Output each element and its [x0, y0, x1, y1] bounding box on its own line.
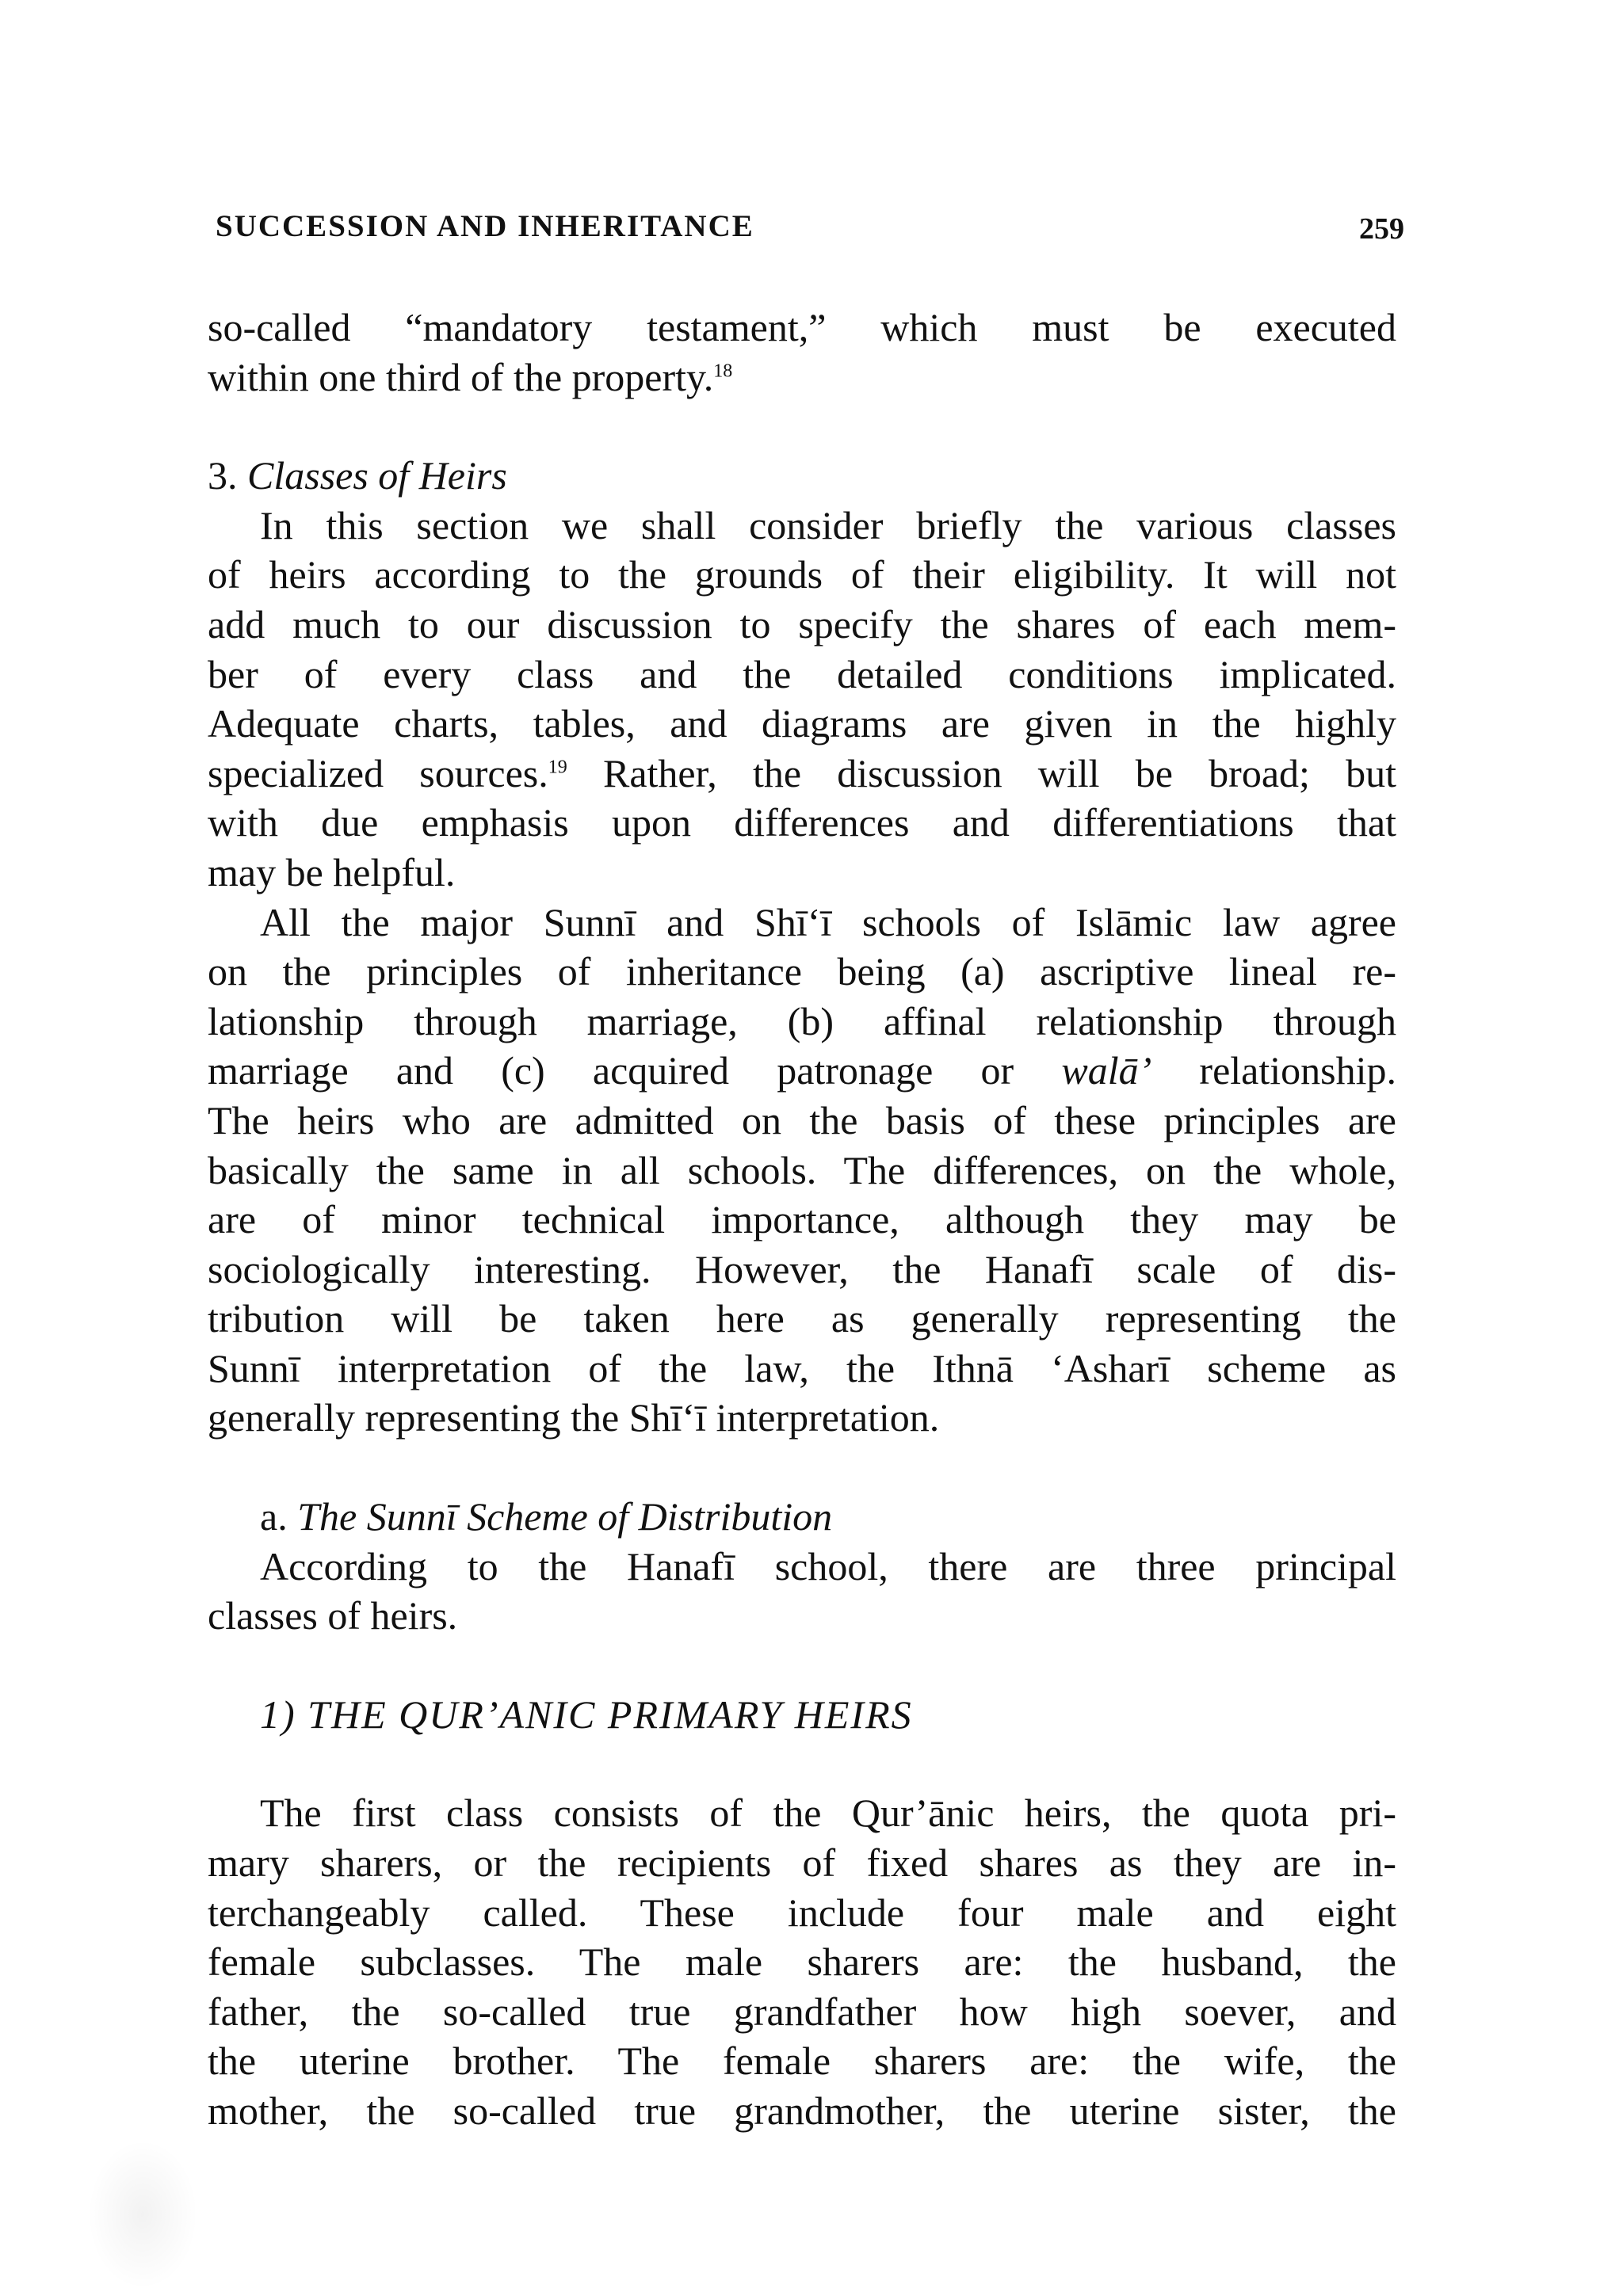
text-line: the uterine brother. The female sharers are: the wife, the — [208, 2039, 1396, 2084]
text-line: The first class consists of the Qur’ānic heirs, the quota pri- — [260, 1791, 1396, 1836]
body-text — [208, 303, 1396, 2136]
text-line: on the principles of inheritance being (a) ascriptive lineal re- — [208, 949, 1396, 994]
text-line: According to the Hanafī school, there are three principal — [260, 1543, 1396, 1589]
spacer — [208, 402, 1396, 451]
text-line: generally representing the Shī‘ī interpretation. — [208, 1395, 940, 1440]
spacer — [208, 1443, 1396, 1492]
text-line: classes of heirs. — [208, 1593, 458, 1638]
text-line: In this section we shall consider briefly the various classes — [260, 502, 1396, 547]
text-line: female subclasses. The male sharers are: the husband, the — [208, 1939, 1396, 1985]
subsection-number: a. — [260, 1494, 288, 1539]
section-heading — [208, 451, 1396, 501]
text-line: ber of every class and the detailed conditions implicated. — [208, 651, 1396, 696]
spacer — [208, 1641, 1396, 1690]
scan-smudge — [87, 2139, 198, 2290]
subsection-title: The Sunnī Scheme of Distribution — [297, 1494, 833, 1539]
page-number: 259 — [1359, 212, 1404, 246]
footnote-ref: 19 — [548, 757, 567, 778]
text-line: father, the so-called true grandfather how high soever, and — [208, 1989, 1396, 2034]
text-line: sociologically interesting. However, the Hanafī scale of dis- — [208, 1246, 1396, 1291]
text-span: within one third of the property. — [208, 354, 714, 399]
text-line: The heirs who are admitted on the basis of these principles are — [208, 1097, 1396, 1142]
text-line: of heirs according to the grounds of their eligibility. It will not — [208, 552, 1396, 597]
text-line: lationship through marriage, (b) affinal relationship through — [208, 998, 1396, 1043]
section-number: 3. — [208, 453, 238, 498]
text-line: All the major Sunnī and Shī‘ī schools of Islāmic law agree — [260, 899, 1396, 944]
text-line: are of minor technical importance, although they may be — [208, 1197, 1396, 1242]
text-line — [208, 353, 1396, 402]
text-line: Adequate charts, tables, and diagrams are given in the highly — [208, 701, 1396, 746]
text-line — [208, 1046, 1396, 1096]
text-span: marriage and (c) acquired patronage or — [208, 1048, 1062, 1093]
text-span: Rather, the discussion will be broad; but — [567, 750, 1397, 795]
text-line: terchangeably called. These include four male and eight — [208, 1890, 1396, 1935]
text-line: Sunnī interpretation of the law, the Ithnā ‘Asharī scheme as — [208, 1345, 1396, 1390]
section-title: Classes of Heirs — [247, 453, 507, 498]
text-line: basically the same in all schools. The differences, on the whole, — [208, 1147, 1396, 1192]
text-line: with due emphasis upon differences and differentiations that — [208, 800, 1396, 845]
text-line: mother, the so-called true grandmother, the uterine sister, the — [208, 2088, 1396, 2133]
text-line: mary sharers, or the recipients of fixed shares as they are in- — [208, 1840, 1396, 1886]
text-line: add much to our discussion to specify the shares of each mem- — [208, 601, 1396, 646]
text-span: specialized sources. — [208, 750, 548, 795]
subheading-quranic-heirs: 1) THE QUR’ANIC PRIMARY HEIRS — [260, 1691, 913, 1737]
text-line — [208, 749, 1396, 799]
text-line: tribution will be taken here as generally representing the — [208, 1296, 1396, 1341]
spacer — [208, 1739, 1396, 1788]
footnote-ref: 18 — [713, 360, 733, 381]
text-line: so-called “mandatory testament,” which must be executed — [208, 305, 1396, 349]
text-line: may be helpful. — [208, 849, 456, 894]
italic-term: walā’ — [1061, 1048, 1152, 1093]
subsection-heading — [208, 1492, 1396, 1542]
running-title: SUCCESSION AND INHERITANCE — [216, 209, 754, 243]
text-span: relationship. — [1151, 1048, 1396, 1093]
running-head — [216, 208, 1404, 248]
